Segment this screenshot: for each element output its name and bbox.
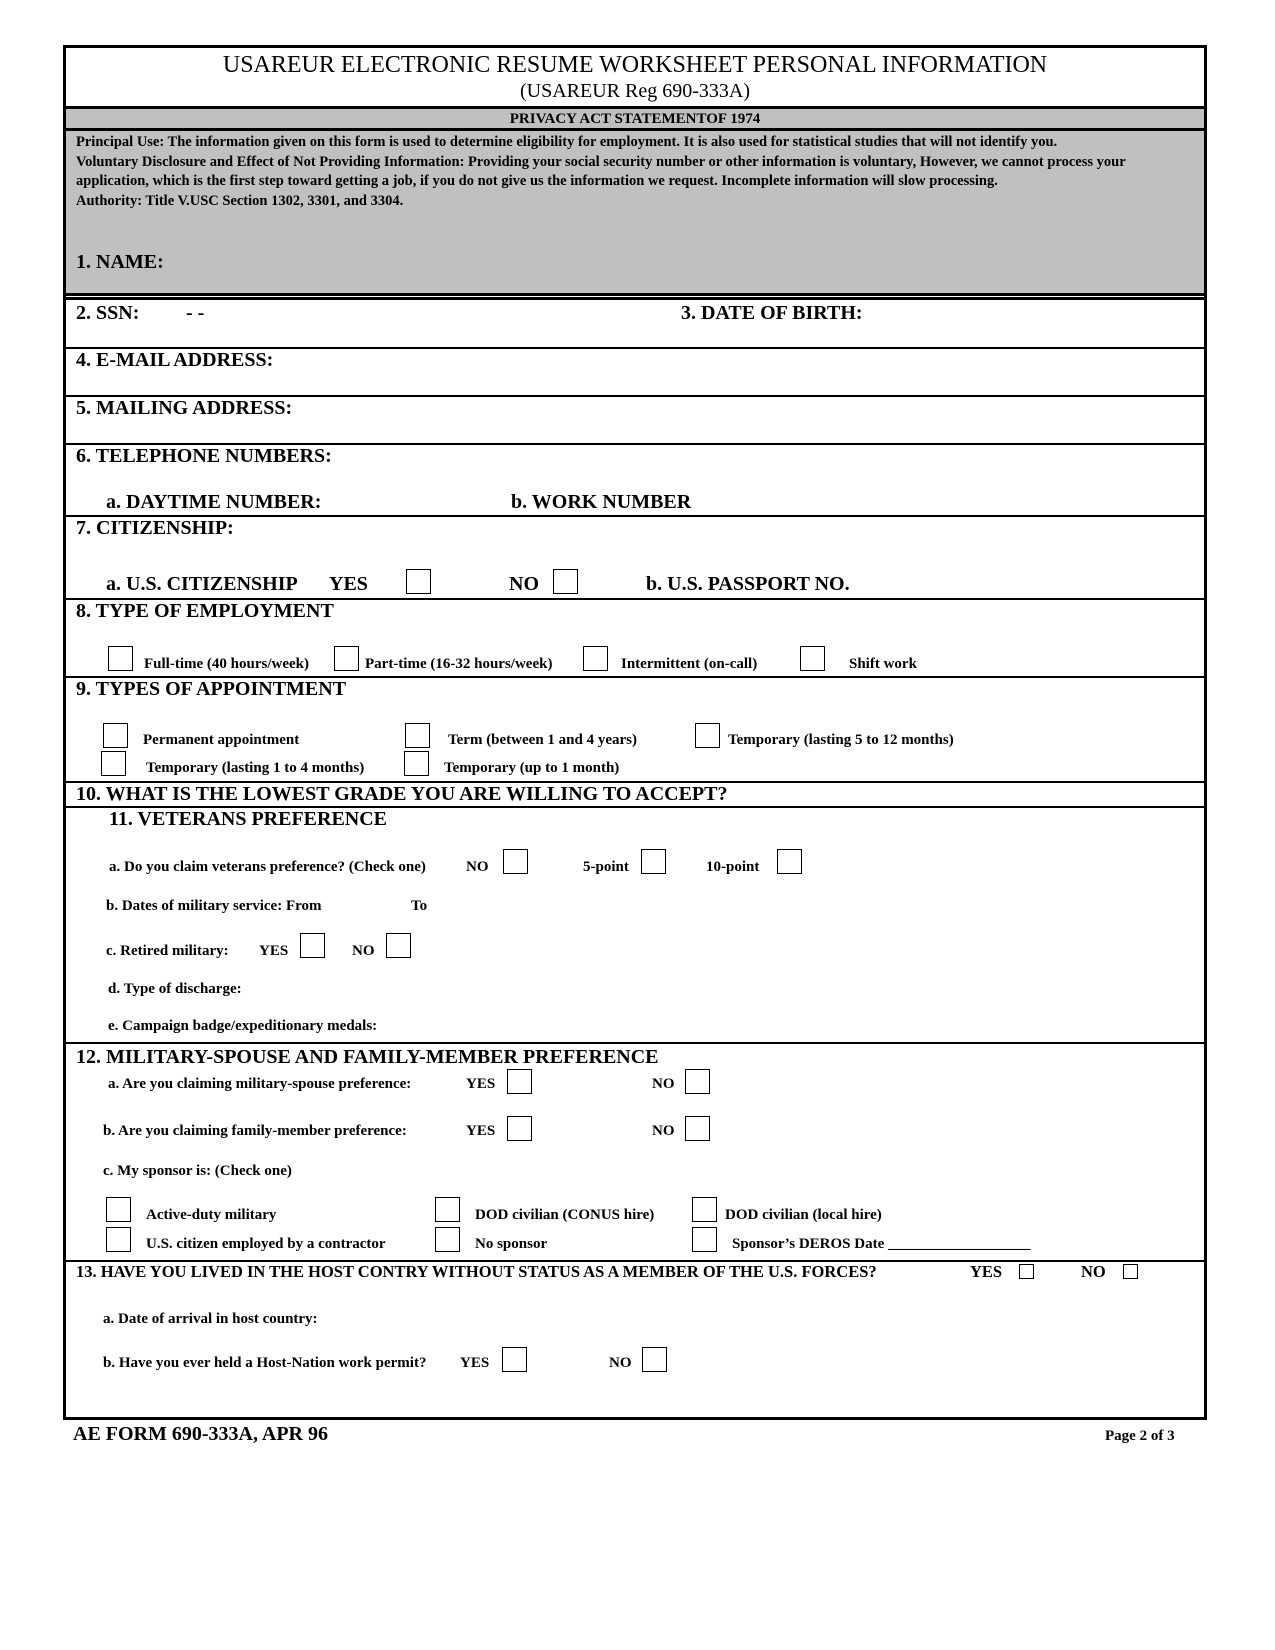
veterans-10-point-label: 10-point — [706, 859, 760, 875]
work-permit-no-checkbox[interactable] — [642, 1347, 667, 1372]
telephone-label: 6. TELEPHONE NUMBERS: — [76, 445, 332, 467]
family-member-yes-label: YES — [466, 1123, 496, 1139]
form-subtitle: (USAREUR Reg 690-333A) — [520, 80, 750, 102]
citizenship-yes-label: YES — [329, 573, 368, 595]
temporary-5-12-label: Temporary (lasting 5 to 12 months) — [728, 732, 954, 748]
retired-yes-label: YES — [259, 943, 289, 959]
temporary-up-to-1-checkbox[interactable] — [404, 751, 429, 776]
form-title: USAREUR ELECTRONIC RESUME WORKSHEET PERSONAL INFORMATION — [222, 52, 1048, 78]
dod-conus-checkbox[interactable] — [435, 1197, 460, 1222]
no-sponsor-checkbox[interactable] — [435, 1227, 460, 1252]
dod-local-checkbox[interactable] — [692, 1197, 717, 1222]
veterans-10-point-checkbox[interactable] — [777, 849, 802, 874]
form-number: AE FORM 690-333A, APR 96 — [73, 1423, 328, 1445]
email-label: 4. E-MAIL ADDRESS: — [76, 349, 274, 371]
permanent-appointment-label: Permanent appointment — [143, 732, 300, 748]
deros-date-checkbox[interactable] — [692, 1227, 717, 1252]
mailing-address-label: 5. MAILING ADDRESS: — [76, 397, 293, 419]
section-type-of-employment — [66, 600, 1204, 678]
host-country-no-checkbox[interactable] — [1123, 1264, 1138, 1279]
section-veterans-preference — [66, 808, 1204, 1044]
resume-worksheet-form — [63, 45, 1207, 1420]
work-permit-question: b. Have you ever held a Host-Nation work permit? — [103, 1355, 427, 1371]
type-of-discharge-label: d. Type of discharge: — [108, 981, 242, 997]
host-country-yes-checkbox[interactable] — [1019, 1264, 1034, 1279]
campaign-badge-label: e. Campaign badge/expeditionary medals: — [108, 1018, 378, 1034]
military-spouse-question: a. Are you claiming military-spouse preference: — [108, 1076, 412, 1092]
host-country-label: 13. HAVE YOU LIVED IN THE HOST CONTRY WITHOUT STATUS AS A MEMBER OF THE U.S. FORCES? — [76, 1262, 877, 1281]
work-permit-yes-label: YES — [460, 1355, 490, 1371]
us-citizenship-label: a. U.S. CITIZENSHIP — [106, 573, 298, 595]
daytime-number-label: a. DAYTIME NUMBER: — [106, 491, 322, 513]
retired-yes-checkbox[interactable] — [300, 933, 325, 958]
term-appointment-checkbox[interactable] — [405, 723, 430, 748]
family-member-yes-checkbox[interactable] — [507, 1116, 532, 1141]
privacy-body — [76, 133, 1191, 211]
lowest-grade-label: 10. WHAT IS THE LOWEST GRADE YOU ARE WILLING TO ACCEPT? — [76, 783, 728, 805]
shift-work-label: Shift work — [849, 656, 917, 672]
citizenship-label: 7. CITIZENSHIP: — [76, 517, 234, 539]
veterans-preference-label: 11. VETERANS PREFERENCE — [109, 808, 388, 830]
active-duty-checkbox[interactable] — [106, 1197, 131, 1222]
temporary-1-4-label: Temporary (lasting 1 to 4 months) — [146, 760, 365, 776]
privacy-heading: PRIVACY ACT STATEMENTOF 1974 — [66, 109, 1204, 131]
family-member-no-checkbox[interactable] — [685, 1116, 710, 1141]
dod-local-label: DOD civilian (local hire) — [725, 1207, 882, 1223]
host-country-no-label: NO — [1081, 1262, 1106, 1281]
ssn-label: 2. SSN: — [76, 302, 140, 324]
family-member-no-label: NO — [652, 1123, 675, 1139]
full-time-checkbox[interactable] — [108, 646, 133, 671]
section-telephone — [66, 445, 1204, 517]
section-lowest-grade[interactable] — [66, 783, 1204, 808]
date-of-birth-label: 3. DATE OF BIRTH: — [681, 302, 863, 324]
active-duty-label: Active-duty military — [146, 1207, 277, 1223]
intermittent-checkbox[interactable] — [583, 646, 608, 671]
work-permit-yes-checkbox[interactable] — [502, 1347, 527, 1372]
type-of-employment-label: 8. TYPE OF EMPLOYMENT — [76, 600, 334, 622]
ssn-dashes[interactable]: - - — [186, 302, 205, 324]
part-time-checkbox[interactable] — [334, 646, 359, 671]
section-host-country — [66, 1262, 1204, 1418]
section-email[interactable] — [66, 349, 1204, 397]
retired-military-label: c. Retired military: — [106, 943, 229, 959]
section-name[interactable] — [66, 251, 1204, 300]
citizenship-no-label: NO — [509, 573, 539, 595]
military-service-dates-label: b. Dates of military service: From — [106, 898, 322, 914]
no-sponsor-label: No sponsor — [475, 1236, 548, 1252]
military-spouse-yes-label: YES — [466, 1076, 496, 1092]
dod-conus-label: DOD civilian (CONUS hire) — [475, 1207, 655, 1223]
types-of-appointment-label: 9. TYPES OF APPOINTMENT — [76, 678, 347, 700]
term-appointment-label: Term (between 1 and 4 years) — [448, 732, 638, 748]
contractor-label: U.S. citizen employed by a contractor — [146, 1236, 386, 1252]
temporary-5-12-checkbox[interactable] — [695, 723, 720, 748]
authority-text: Authority: Title V.USC Section 1302, 3301, and 3304. — [76, 192, 404, 209]
military-spouse-no-checkbox[interactable] — [685, 1069, 710, 1094]
full-time-label: Full-time (40 hours/week) — [144, 656, 309, 672]
arrival-date-label: a. Date of arrival in host country: — [103, 1311, 318, 1327]
permanent-appointment-checkbox[interactable] — [103, 723, 128, 748]
section-military-spouse-preference — [66, 1044, 1204, 1262]
work-number-label: b. WORK NUMBER — [511, 491, 692, 513]
military-spouse-yes-checkbox[interactable] — [507, 1069, 532, 1094]
family-member-question: b. Are you claiming family-member preference: — [103, 1123, 407, 1139]
section-citizenship — [66, 517, 1204, 600]
temporary-up-to-1-label: Temporary (up to 1 month) — [444, 760, 620, 776]
veterans-5-point-checkbox[interactable] — [641, 849, 666, 874]
section-ssn-dob — [66, 300, 1204, 349]
name-label: 1. NAME: — [76, 251, 164, 273]
voluntary-disclosure-text: Voluntary Disclosure and Effect of Not Providing Information: Providing your social security number or other information is voluntary, However, we cannot process your application, which is the first step toward getting a job, if you do not give us the information we request. Incomplete information will slow processing. — [76, 153, 1126, 189]
military-spouse-no-label: NO — [652, 1076, 675, 1092]
retired-no-checkbox[interactable] — [386, 933, 411, 958]
part-time-label: Part-time (16-32 hours/week) — [365, 656, 553, 672]
shift-work-checkbox[interactable] — [800, 646, 825, 671]
intermittent-label: Intermittent (on-call) — [621, 656, 758, 672]
passport-number-label: b. U.S. PASSPORT NO. — [646, 573, 850, 595]
deros-date-label[interactable]: Sponsor’s DEROS Date ___________________ — [732, 1236, 1031, 1252]
military-service-to-label: To — [411, 898, 428, 914]
retired-no-label: NO — [352, 943, 375, 959]
page-number: Page 2 of 3 — [1105, 1428, 1175, 1444]
host-country-yes-label: YES — [970, 1262, 1003, 1281]
citizenship-no-checkbox[interactable] — [553, 569, 578, 594]
military-spouse-preference-label: 12. MILITARY-SPOUSE AND FAMILY-MEMBER PREFERENCE — [76, 1046, 659, 1068]
contractor-checkbox[interactable] — [106, 1227, 131, 1252]
section-types-of-appointment — [66, 678, 1204, 783]
claim-veterans-preference-label: a. Do you claim veterans preference? (Check one) — [109, 859, 426, 875]
veterans-no-checkbox[interactable] — [503, 849, 528, 874]
section-mailing-address[interactable] — [66, 397, 1204, 445]
citizenship-yes-checkbox[interactable] — [406, 569, 431, 594]
work-permit-no-label: NO — [609, 1355, 632, 1371]
temporary-1-4-checkbox[interactable] — [101, 751, 126, 776]
veterans-no-label: NO — [466, 859, 489, 875]
principal-use-text: Principal Use: The information given on this form is used to determine eligibility for employment. It is also used for statistical studies that will not identify you. — [76, 134, 1058, 150]
sponsor-label: c. My sponsor is: (Check one) — [103, 1163, 292, 1179]
veterans-5-point-label: 5-point — [583, 859, 629, 875]
